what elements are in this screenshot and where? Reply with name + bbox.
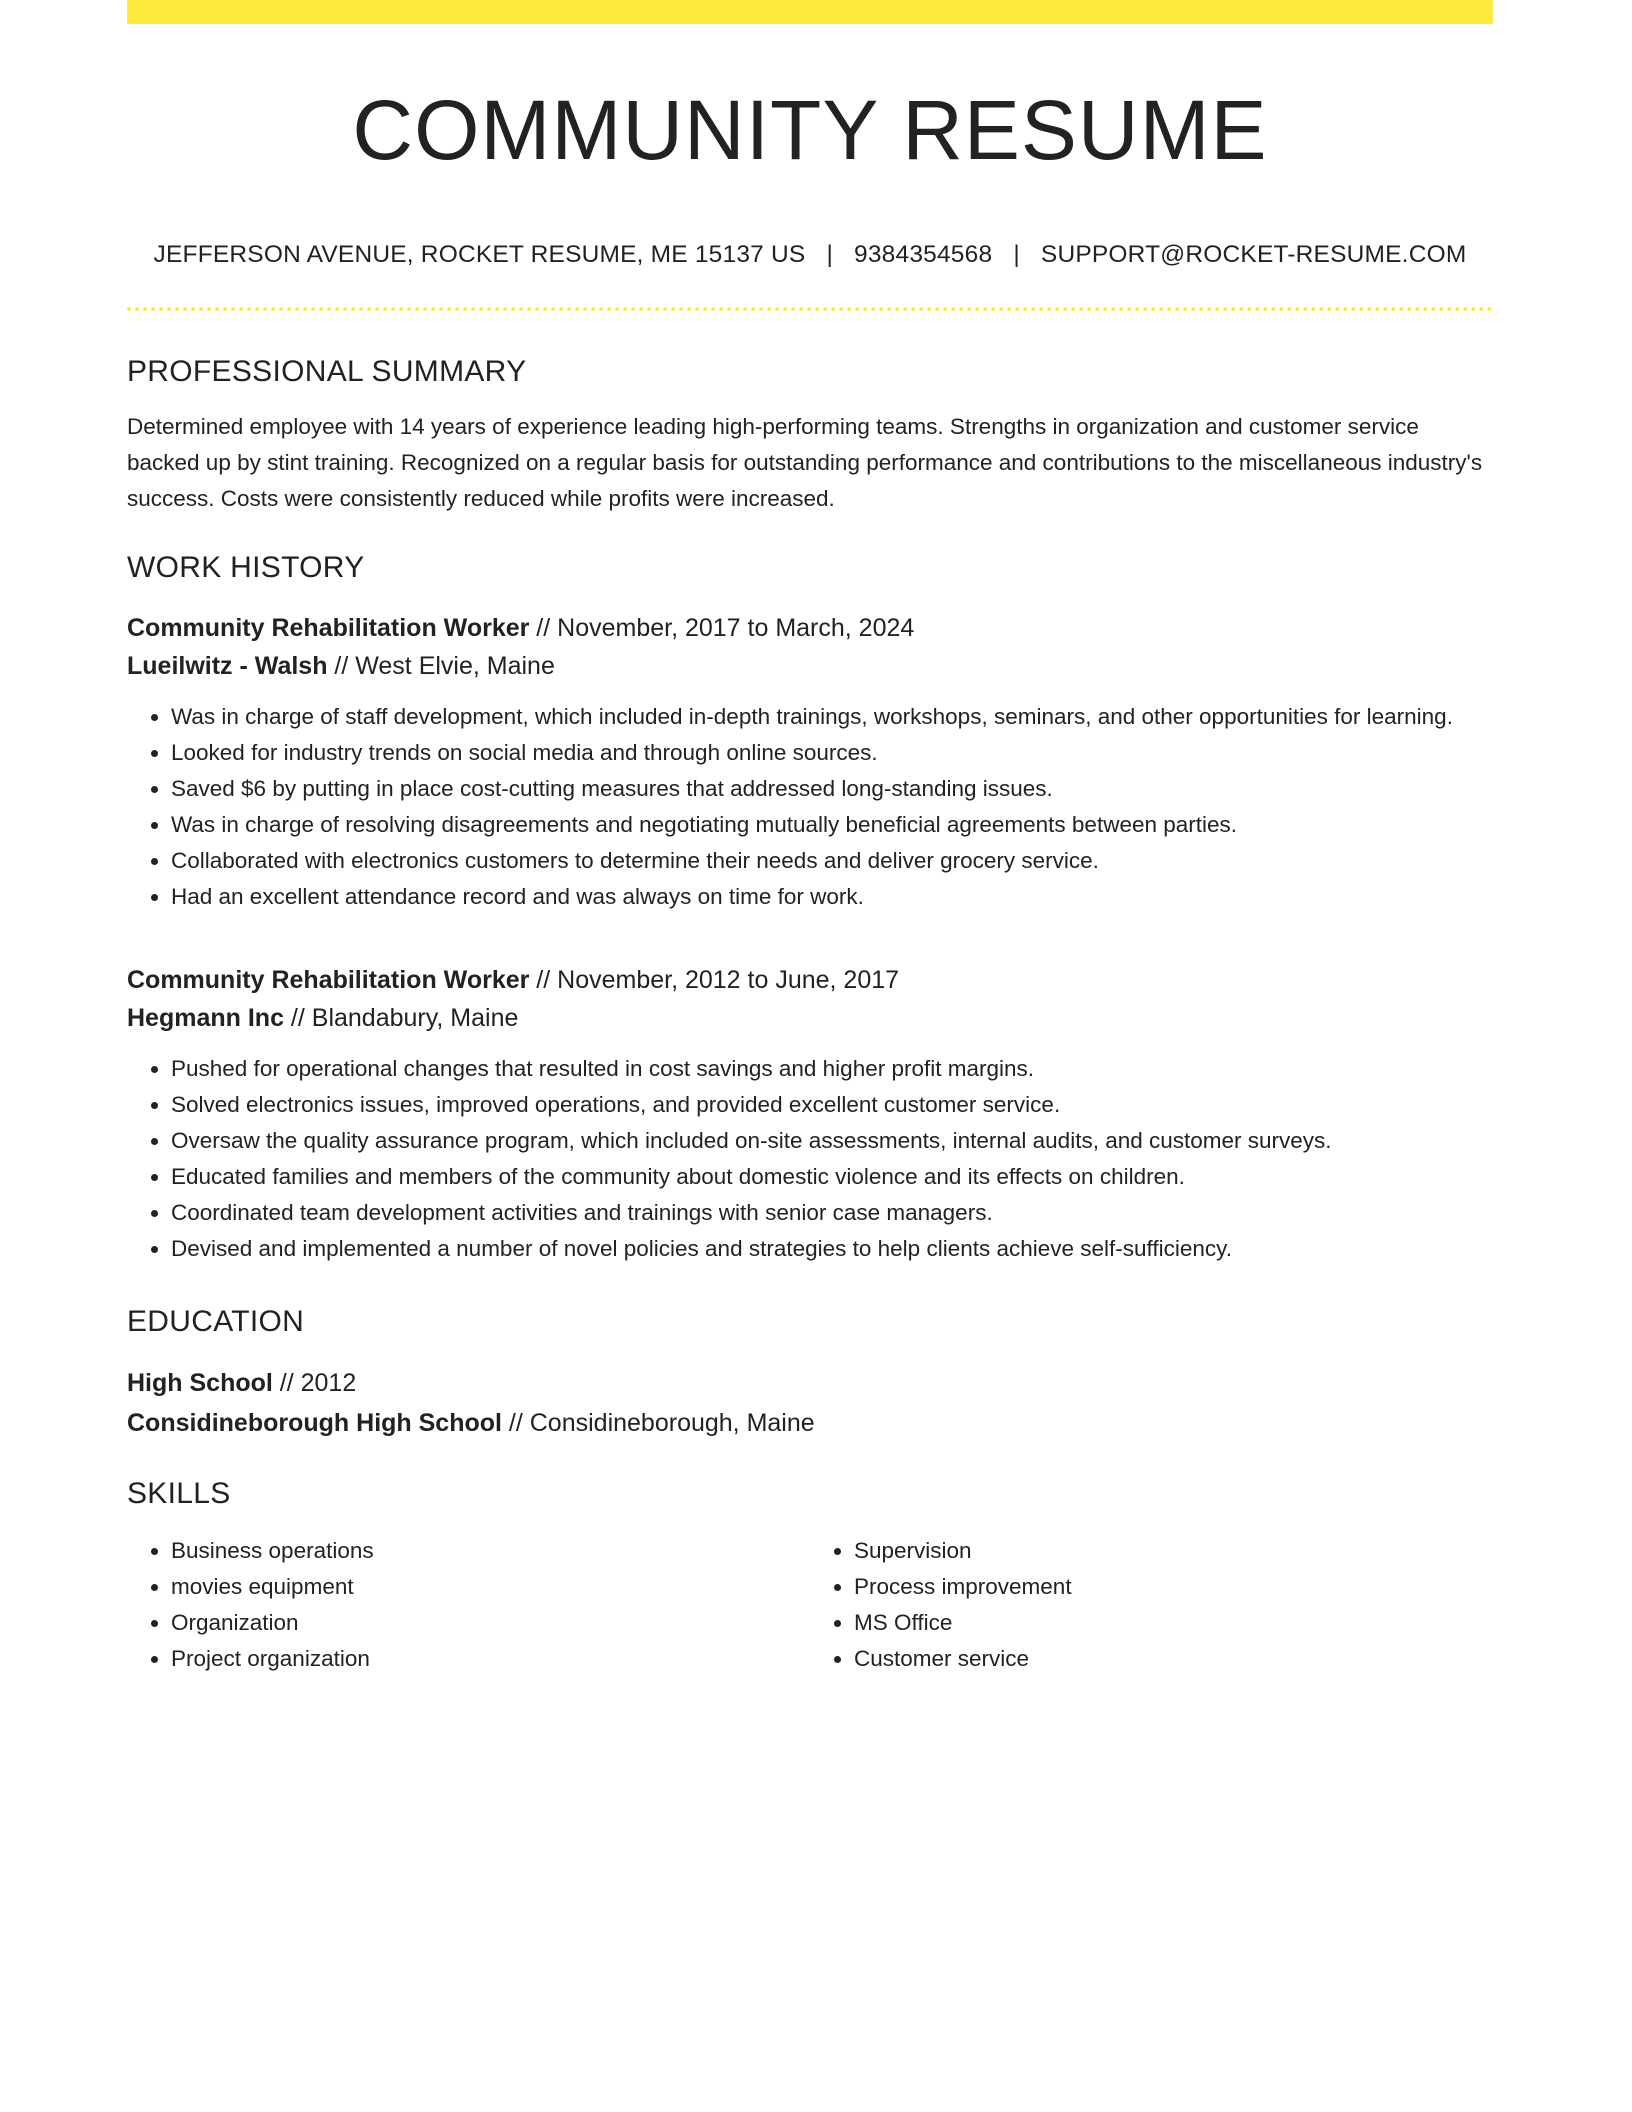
contact-separator: |	[826, 240, 834, 268]
job-entry	[127, 609, 1493, 915]
job-dates: // November, 2012 to June, 2017	[529, 965, 900, 994]
resume-page	[127, 0, 1493, 1677]
job-company-line	[127, 999, 1493, 1037]
education-entry	[127, 1363, 1493, 1443]
skills-column-right	[810, 1533, 1493, 1677]
job-bullet: • Was in charge of resolving disagreements and negotiating mutually beneficial agreements between parties.	[171, 807, 1493, 843]
contact-email: SUPPORT@ROCKET-RESUME.COM	[1040, 240, 1467, 268]
section-title-skills: SKILLS	[127, 1476, 231, 1510]
skill-item: • Organization	[171, 1605, 810, 1641]
education-degree: High School	[127, 1368, 273, 1397]
education-year: // 2012	[272, 1368, 357, 1397]
contact-phone: 9384354568	[854, 240, 993, 268]
job-bullet: • Educated families and members of the community about domestic violence and its effects on children.	[171, 1159, 1493, 1195]
job-bullet: • Pushed for operational changes that resulted in cost savings and higher profit margins.	[171, 1051, 1493, 1087]
contact-line	[127, 241, 1493, 269]
job-role: Community Rehabilitation Worker	[127, 965, 530, 994]
job-dates: // November, 2017 to March, 2024	[529, 613, 915, 642]
section-title-education: EDUCATION	[127, 1304, 305, 1338]
education-location: // Considineborough, Maine	[501, 1408, 815, 1437]
education-school-line	[127, 1403, 1493, 1443]
skill-item: • Customer service	[854, 1641, 1493, 1677]
job-location: // West Elvie, Maine	[327, 651, 555, 680]
contact-separator: |	[1013, 240, 1020, 268]
job-bullet: • Collaborated with electronics customers to determine their needs and deliver grocery service.	[171, 843, 1493, 879]
job-bullet: • Was in charge of staff development, which included in-depth trainings, workshops, seminars, and other opportunities for learning.	[171, 699, 1493, 735]
section-title-work-history: WORK HISTORY	[127, 550, 365, 584]
skills-column-left	[127, 1533, 810, 1677]
job-bullet: • Devised and implemented a number of novel policies and strategies to help clients achieve self-sufficiency.	[171, 1231, 1493, 1267]
job-role: Community Rehabilitation Worker	[127, 613, 530, 642]
contact-address: JEFFERSON AVENUE, ROCKET RESUME, ME 15137 US	[153, 240, 806, 268]
job-company-line	[127, 647, 1493, 685]
education-school: Considineborough High School	[127, 1408, 502, 1437]
job-location: // Blandabury, Maine	[283, 1003, 519, 1032]
summary-paragraph: Determined employee with 14 years of experience leading high-performing teams. Strengths in organization and customer service backed up by stint training. Recognized on a regular basis for outstanding performance and contributions to the miscellaneous industry's success. Costs were consistently reduced while profits were increased.	[127, 413, 1483, 511]
job-bullet: • Oversaw the quality assurance program, which included on-site assessments, internal audits, and customer surveys.	[171, 1123, 1493, 1159]
dotted-divider	[127, 307, 1493, 311]
skill-item: • Business operations	[171, 1533, 810, 1569]
skill-item: • Project organization	[171, 1641, 810, 1677]
resume-name: COMMUNITY RESUME	[352, 83, 1268, 177]
education-degree-line	[127, 1363, 1493, 1403]
job-bullet: • Looked for industry trends on social media and through online sources.	[171, 735, 1493, 771]
job-bullet: • Coordinated team development activities and trainings with senior case managers.	[171, 1195, 1493, 1231]
section-title-summary: PROFESSIONAL SUMMARY	[127, 354, 527, 388]
skill-item: • movies equipment	[171, 1569, 810, 1605]
accent-top-bar	[127, 0, 1493, 24]
job-bullet: • Saved $6 by putting in place cost-cutting measures that addressed long-standing issues.	[171, 771, 1493, 807]
job-company: Hegmann Inc	[127, 1003, 284, 1032]
job-entry	[127, 961, 1493, 1267]
job-bullet: • Had an excellent attendance record and was always on time for work.	[171, 879, 1493, 915]
skill-item: • Process improvement	[854, 1569, 1493, 1605]
skill-item: • Supervision	[854, 1533, 1493, 1569]
job-bullet: • Solved electronics issues, improved operations, and provided excellent customer service.	[171, 1087, 1493, 1123]
job-title-line	[127, 609, 1493, 647]
job-bullets	[127, 1051, 1493, 1267]
skill-item: • MS Office	[854, 1605, 1493, 1641]
job-title-line	[127, 961, 1493, 999]
job-bullets	[127, 699, 1493, 915]
job-company: Lueilwitz - Walsh	[127, 651, 328, 680]
skills-grid	[127, 1533, 1493, 1677]
